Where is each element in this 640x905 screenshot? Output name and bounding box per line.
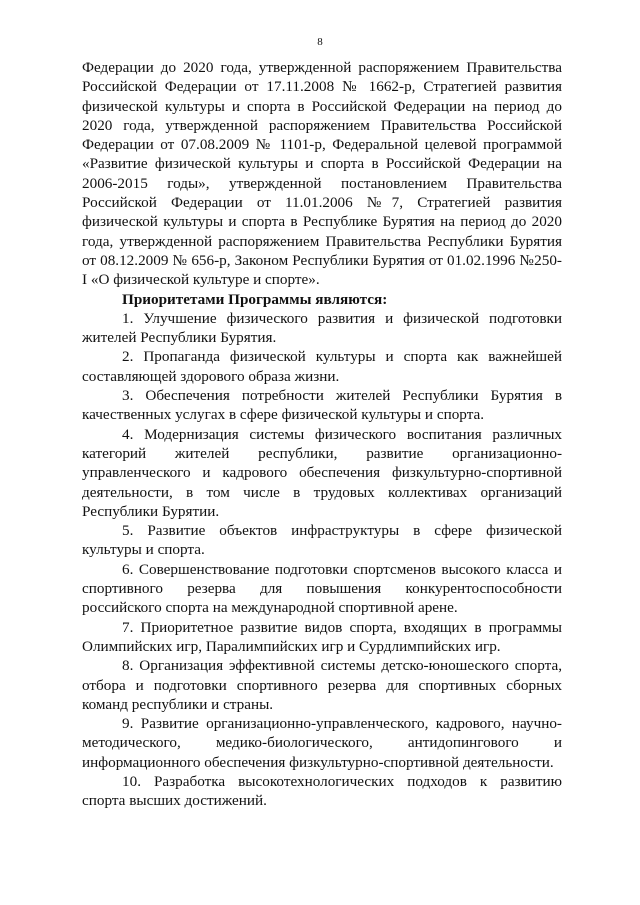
intro-paragraph: Федерации до 2020 года, утвержденной распоряжением Правительства Российской Федерации от 17.11.2008 № 1662-р, Стратегией развития физической культуры и спорта в Российской Федерации на период до 2020 года, утвержденной распоряжением Правительства Российской Федерации от 07.08.2009 № 1101-р, Федеральной целевой программой «Развитие физической культуры и спорта в Российской Федерации на 2006-2015 годы», утвержденной постановлением Правительства Российской Федерации от 11.01.2006 №7, Стратегией развития физической культуры и спорта в Республике Бурятия на период до 2020 года, утвержденной распоряжением Правительства Республики Бурятия от 08.12.2009 № 656-р, Законом Республики Бурятия от 01.02.1996 №250-I «О физической культуре и спорте».	[82, 59, 562, 289]
priority-item-4: 4. Модернизация системы физического воспитания различных категорий жителей республики, развитие организационно-управленческого и кадрового обеспечения физкультурно-спортивной деятельности, в том числе в трудовых коллективах организаций Республики Бурятии.	[82, 425, 562, 520]
priority-item-6: 6. Совершенствование подготовки спортсменов высокого класса и спортивного резерва для повышения конкурентоспособности российского спорта на международной спортивной арене.	[82, 560, 562, 617]
priority-item-9: 9. Развитие организационно-управленческого, кадрового, научно-методического, медико-биологического, антидопингового и информационного обеспечения физкультурно-спортивной деятельности.	[82, 715, 562, 771]
priority-item-1: 1. Улучшение физического развития и физической подготовки жителей Республики Бурятия.	[82, 309, 562, 347]
priority-item-7: 7. Приоритетное развитие видов спорта, входящих в программы Олимпийских игр, Паралимпийских игр и Сурдлимпийских игр.	[82, 618, 562, 655]
priority-item-10: 10. Разработка высокотехнологических подходов к развитию спорта высших достижений.	[82, 772, 562, 810]
priority-item-8: 8. Организация эффективной системы детско-юношеского спорта, отбора и подготовки спортивного резерва для спортивных сборных команд республики и страны.	[82, 657, 562, 713]
page-number: 8	[317, 36, 323, 48]
document-body	[82, 58, 562, 811]
priority-item-3: 3. Обеспечения потребности жителей Республики Бурятия в качественных услугах в сфере физической культуры и спорта.	[82, 387, 562, 424]
priority-item-2: 2. Пропаганда физической культуры и спорта как важнейшей составляющей здорового образа жизни.	[82, 348, 562, 385]
priorities-heading: Приоритетами Программы являются:	[122, 290, 388, 308]
priority-item-5: 5. Развитие объектов инфраструктуры в сфере физической культуры и спорта.	[82, 522, 562, 559]
